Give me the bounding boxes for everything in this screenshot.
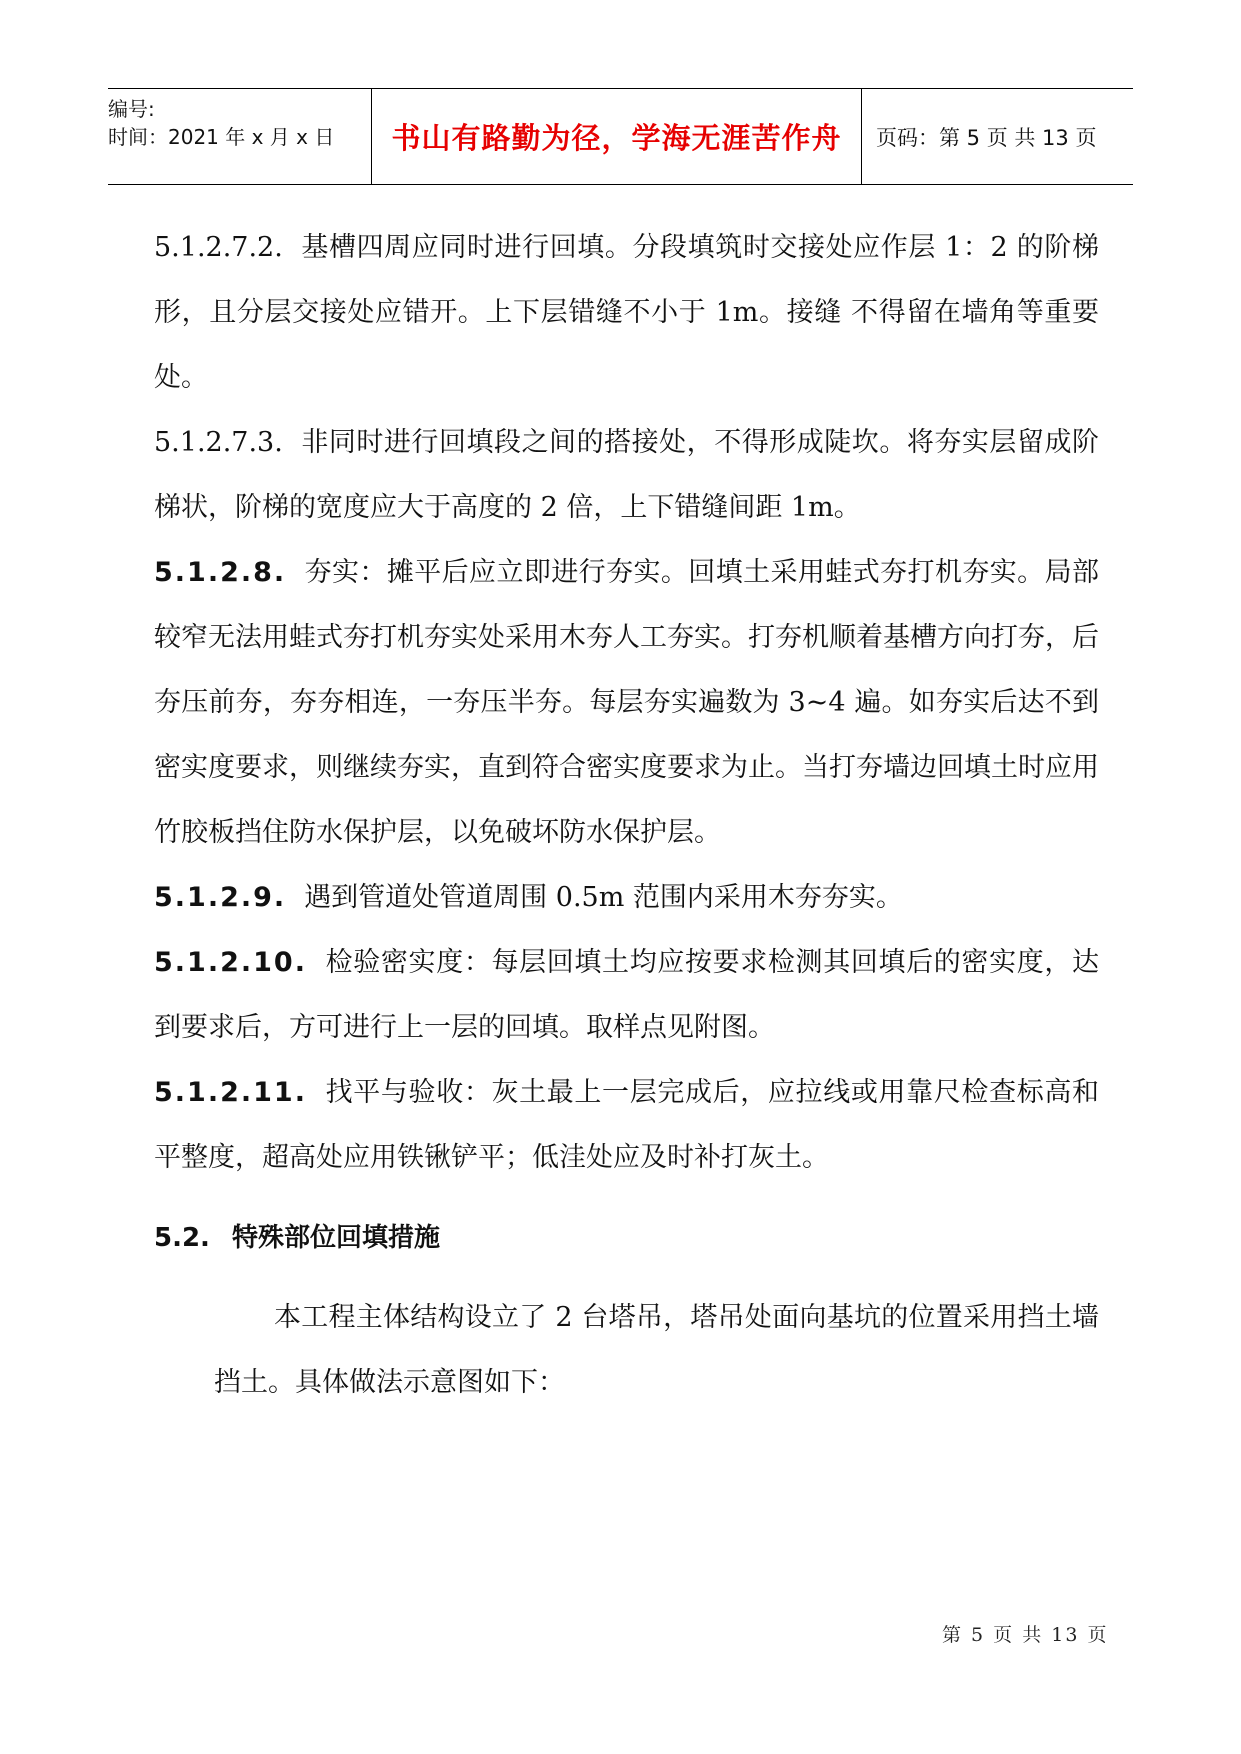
section-title: 特殊部位回填措施: [231, 1223, 440, 1253]
document-body: [154, 215, 1099, 1442]
page-header: [108, 88, 1133, 185]
paragraph: [154, 1060, 1099, 1190]
clause-number: 5.1.2.11.: [154, 1077, 307, 1108]
clause-number: 5.1.2.7.3.: [154, 427, 283, 458]
paragraph-text: 遇到管道处管道周围 0.5m 范围内采用木夯夯实。: [304, 882, 903, 913]
clause-number: 5.1.2.9.: [154, 882, 287, 913]
clause-number: 5.1.2.7.2.: [154, 232, 283, 263]
section-heading: [154, 1206, 1099, 1271]
number-label: 编号:: [108, 97, 155, 121]
header-motto: 书山有路勤为径，学海无涯苦作舟: [372, 89, 862, 184]
page-footer: 第 5 页 共 13 页: [942, 1624, 1109, 1646]
time-label: 时间：2021 年 x 月 x 日: [108, 125, 335, 149]
paragraph-text: 找平与验收：灰土最上一层完成后，应拉线或用靠尺检查标高和平整度，超高处应用铁锹铲平；低洼处应及时补打灰土。: [154, 1077, 1099, 1173]
paragraph-text: 检验密实度：每层回填土均应按要求检测其回填后的密实度，达到要求后，方可进行上一层的回填。取样点见附图。: [154, 947, 1099, 1043]
paragraph-text: 非同时进行回填段之间的搭接处，不得形成陡坎。将夯实层留成阶梯状，阶梯的宽度应大于高度的 2 倍，上下错缝间距 1m。: [154, 427, 1099, 523]
paragraph-text: 基槽四周应同时进行回填。分段填筑时交接处应作层 1：2 的阶梯形，且分层交接处应错开。上下层错缝不小于 1m。接缝 不得留在墙角等重要处。: [154, 232, 1099, 393]
paragraph: [154, 930, 1099, 1060]
clause-number: 5.1.2.10.: [154, 947, 307, 978]
section-number: 5.2.: [154, 1223, 210, 1253]
clause-number: 5.1.2.8.: [154, 557, 287, 588]
paragraph: [154, 865, 1099, 930]
paragraph: [154, 215, 1099, 410]
header-meta: [108, 89, 372, 184]
paragraph: [154, 410, 1099, 540]
paragraph: [154, 540, 1099, 865]
header-page-info: 页码：第 5 页 共 13 页: [876, 125, 1097, 150]
paragraph-text: 夯实：摊平后应立即进行夯实。回填土采用蛙式夯打机夯实。局部较窄无法用蛙式夯打机夯实处采用木夯人工夯实。打夯机顺着基槽方向打夯，后夯压前夯，夯夯相连，一夯压半夯。每层夯实遍数为 3~4 遍。如夯实后达不到密实度要求，则继续夯实，直到符合密实度要求为止。当打夯墙边回填土时应用竹胶板挡住防水保护层，以免破坏防水保护层。: [154, 557, 1099, 848]
intro-paragraph: 本工程主体结构设立了 2 台塔吊，塔吊处面向基坑的位置采用挡土墙挡土。具体做法示意图如下：: [214, 1302, 1099, 1398]
